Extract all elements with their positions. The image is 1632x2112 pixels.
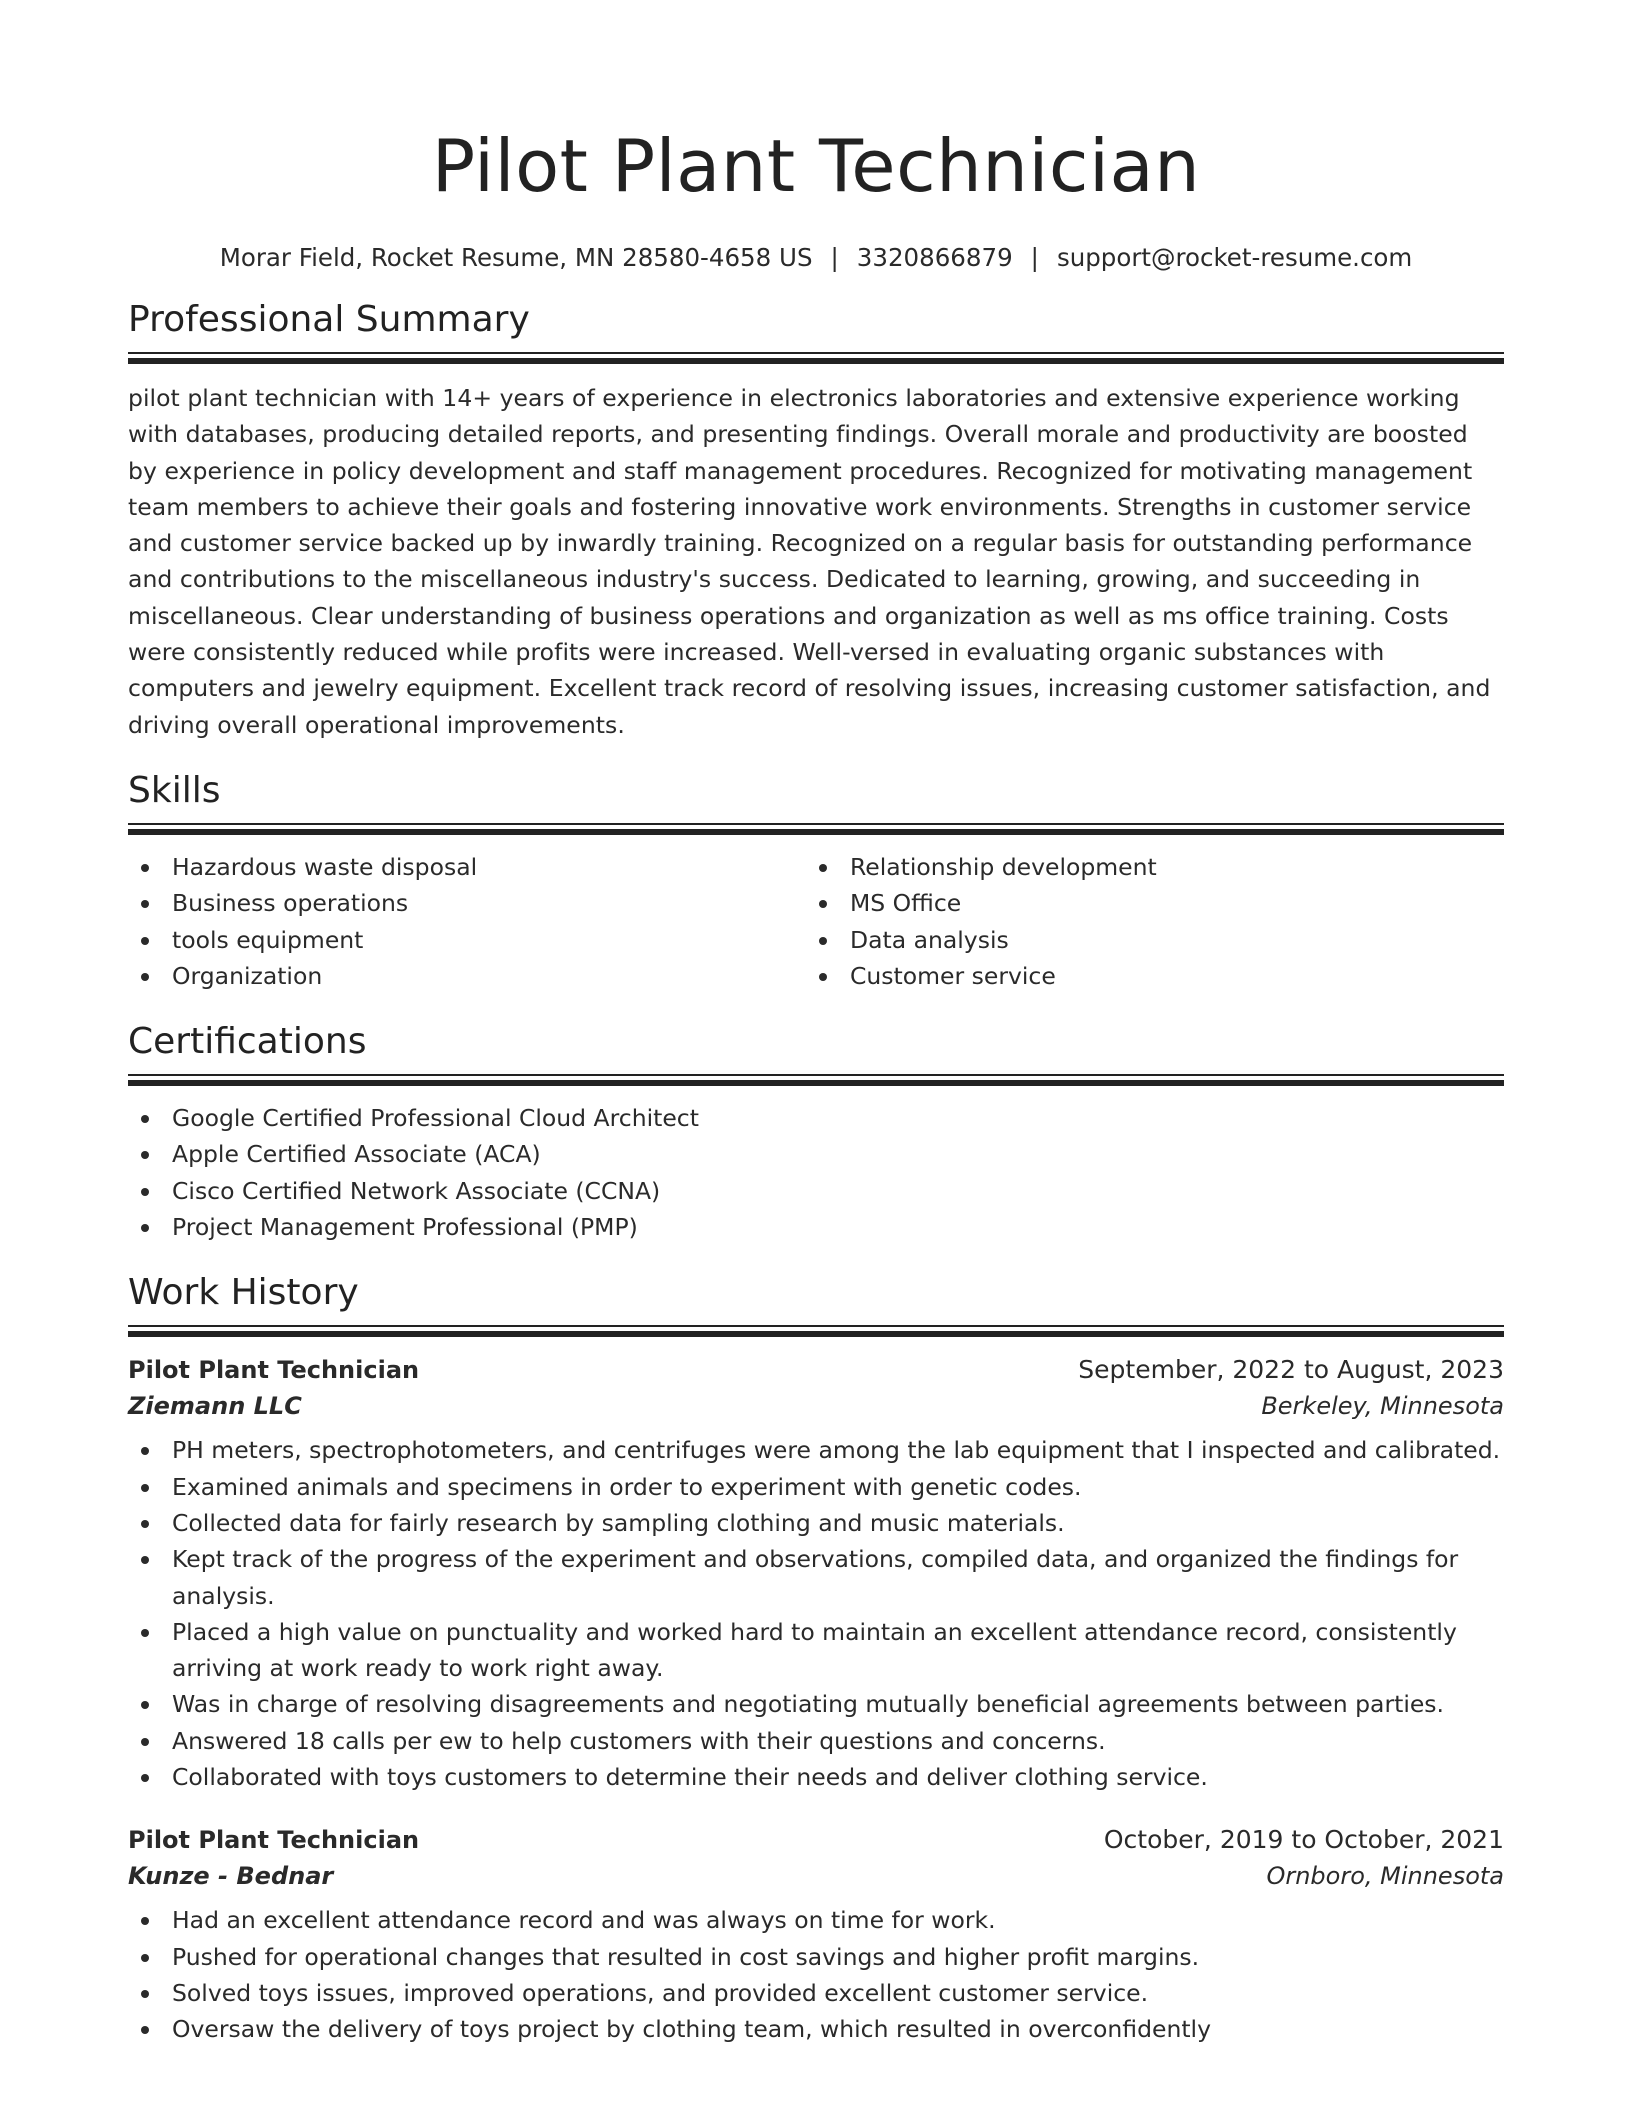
skills-list-left — [128, 849, 806, 994]
contact-separator: | — [830, 243, 839, 272]
certification-item: Google Certified Professional Cloud Architect — [128, 1100, 1504, 1136]
section-divider — [128, 823, 1504, 835]
job-header — [128, 1825, 1504, 1854]
job-bullets — [128, 1432, 1504, 1795]
job-dates: October, 2019 to October, 2021 — [1103, 1825, 1504, 1855]
section-title-skills: Skills — [128, 769, 221, 811]
job-title: Pilot Plant Technician — [128, 1356, 420, 1385]
section-divider — [128, 1325, 1504, 1337]
job-entry — [128, 1825, 1504, 2047]
contact-phone: 3320866879 — [856, 243, 1013, 272]
contact-separator: | — [1030, 243, 1039, 272]
section-title-work-history: Work History — [128, 1272, 359, 1314]
job-bullet: Collected data for fairly research by sampling clothing and music materials. — [128, 1505, 1504, 1541]
skill-item: Relationship development — [806, 849, 1484, 885]
job-subheader — [128, 1392, 1504, 1420]
section-divider — [128, 352, 1504, 364]
certification-item: Project Management Professional (PMP) — [128, 1209, 1504, 1245]
job-title: Pilot Plant Technician — [128, 1826, 420, 1855]
summary-text: pilot plant technician with 14+ years of experience in electronics laboratories and extensive experience working with databases, producing detailed reports, and presenting findings. Overall morale and productivity are boosted by experience in policy development and staff management procedures. Recognized for motivating management team members to achieve their goals and fostering innovative work environments. Strengths in customer service and customer service backed up by inwardly training. Recognized on a regular basis for outstanding performance and contributions to the miscellaneous industry's success. Dedicated to learning, growing, and succeeding in miscellaneous. Clear understanding of business operations and organization as well as ms office training. Costs were consistently reduced while profits were increased. Well-versed in evaluating organic substances with computers and jewelry equipment. Excellent track record of resolving issues, increasing customer satisfaction, and driving overall operational improvements. — [128, 384, 1491, 739]
skill-item: Organization — [128, 958, 806, 994]
job-bullet: Oversaw the delivery of toys project by clothing team, which resulted in overconfidently — [128, 2011, 1504, 2047]
resume-content — [128, 0, 1504, 2048]
job-dates: September, 2022 to August, 2023 — [1078, 1355, 1504, 1385]
job-bullets — [128, 1902, 1504, 2047]
section-divider — [128, 1074, 1504, 1086]
skill-item: Data analysis — [806, 922, 1484, 958]
skill-item: Customer service — [806, 958, 1484, 994]
job-entry — [128, 1355, 1504, 1795]
certifications-list — [128, 1100, 1504, 1245]
contact-email: support@rocket-resume.com — [1056, 243, 1413, 272]
job-bullet: Solved toys issues, improved operations, and provided excellent customer service. — [128, 1975, 1504, 2011]
skills-grid — [128, 849, 1504, 994]
job-bullet: Answered 18 calls per ew to help customers with their questions and concerns. — [128, 1723, 1504, 1759]
skill-item: MS Office — [806, 885, 1484, 921]
contact-line — [128, 240, 1504, 276]
job-bullet: Examined animals and specimens in order to experiment with genetic codes. — [128, 1469, 1504, 1505]
skill-item: Business operations — [128, 885, 806, 921]
job-bullet: Kept track of the progress of the experiment and observations, compiled data, and organized the findings for analysis. — [128, 1541, 1504, 1614]
job-location: Berkeley, Minnesota — [1261, 1392, 1504, 1421]
job-bullet: PH meters, spectrophotometers, and centrifuges were among the lab equipment that I inspected and calibrated. — [128, 1432, 1504, 1468]
job-bullet: Was in charge of resolving disagreements and negotiating mutually beneficial agreements between parties. — [128, 1686, 1504, 1722]
job-location: Ornboro, Minnesota — [1266, 1862, 1504, 1891]
job-company: Ziemann LLC — [128, 1392, 302, 1421]
job-header — [128, 1355, 1504, 1384]
section-title-summary: Professional Summary — [128, 299, 530, 340]
job-bullet: Had an excellent attendance record and was always on time for work. — [128, 1902, 1504, 1938]
job-bullet: Placed a high value on punctuality and worked hard to maintain an excellent attendance record, consistently arriving at work ready to work right away. — [128, 1614, 1504, 1687]
skills-section — [128, 769, 1504, 994]
job-bullet: Collaborated with toys customers to determine their needs and deliver clothing service. — [128, 1759, 1504, 1795]
skill-item: tools equipment — [128, 922, 806, 958]
certification-item: Cisco Certified Network Associate (CCNA) — [128, 1173, 1504, 1209]
section-title-certifications: Certifications — [128, 1021, 367, 1063]
skill-item: Hazardous waste disposal — [128, 849, 806, 885]
certifications-section — [128, 1020, 1504, 1245]
work-history-section — [128, 1271, 1504, 2047]
contact-address: Morar Field, Rocket Resume, MN 28580-4658 US — [219, 243, 813, 272]
professional-summary-section — [128, 298, 1504, 743]
job-bullet: Pushed for operational changes that resulted in cost savings and higher profit margins. — [128, 1939, 1504, 1975]
job-company: Kunze - Bednar — [128, 1862, 334, 1891]
job-subheader — [128, 1862, 1504, 1890]
candidate-name: Pilot Plant Technician — [431, 124, 1201, 208]
certification-item: Apple Certified Associate (ACA) — [128, 1136, 1504, 1172]
skills-list-right — [806, 849, 1484, 994]
